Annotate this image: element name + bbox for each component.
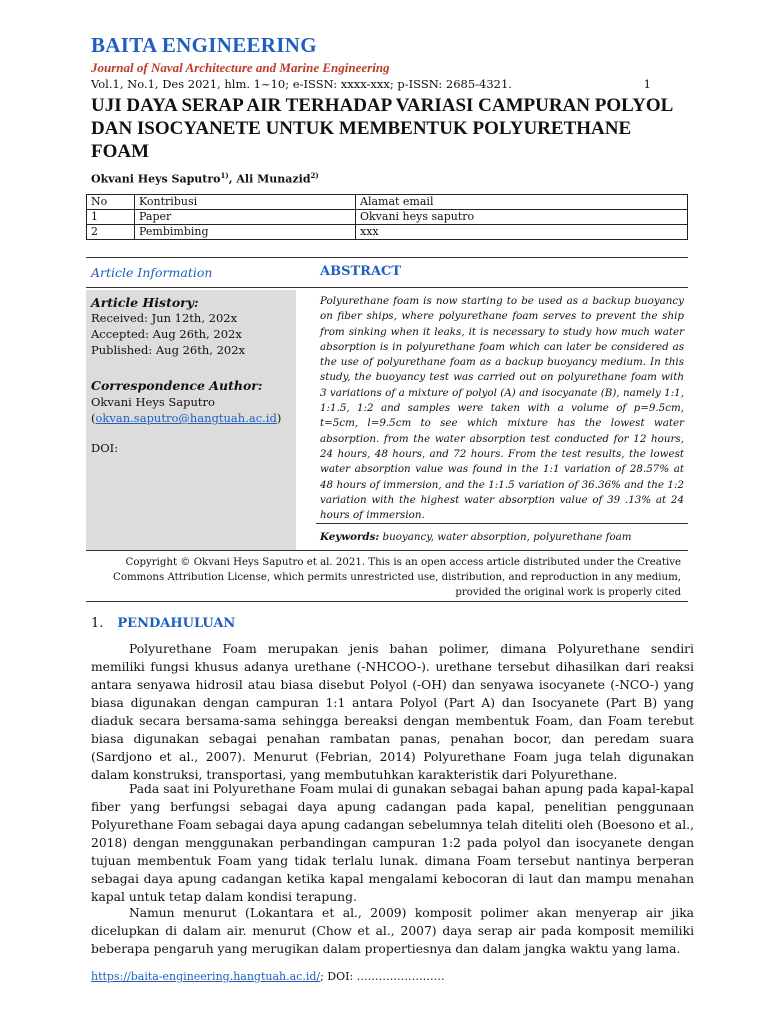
paragraph-1 (91, 640, 694, 784)
keywords (320, 531, 632, 543)
published-date: Published: Aug 26th, 202x (91, 343, 246, 357)
page-number: 1 (643, 77, 651, 91)
correspondence-name: Okvani Heys Saputro (91, 395, 215, 409)
article-history-heading: Article History: (91, 295, 199, 310)
accepted-date: Accepted: Aug 26th, 202x (91, 327, 242, 341)
footer-doi: ; DOI: …………………… (320, 970, 445, 983)
copyright-line: Commons Attribution License, which permits unrestricted use, distribution, and reproduction in any medium, (113, 572, 681, 583)
table-cell: 1 (87, 210, 135, 225)
contribution-table (86, 194, 688, 240)
paragraph-text: Pada saat ini Polyurethane Foam mulai di gunakan sebagai bahan apung pada kapal-kapal fiber yang berfungsi sebagai daya apung cadangan pada kapal, penelitian penggunaan Polyurethane Foam sebagai daya apung cadangan sebelumnya telah diteliti oleh (Boesono et al., 2018) dengan menggunakan perbandingan campuran 1:2 pada polyol dan isocyanete dengan tujuan membentuk Foam yang tidak terlalu lunak. dimana Foam tersebut nantinya berperan sebagai daya apung cadangan ketika kapal mengalami kebocoran di laut dan mampu menahan kapal untuk tetap dalam kondisi terapung. (91, 782, 694, 904)
paragraph-2 (91, 780, 694, 906)
table-cell: Pembimbing (135, 225, 356, 240)
table-header-cell: No (87, 195, 135, 210)
journal-subtitle: Journal of Naval Architecture and Marine Engineering (91, 60, 390, 75)
section-title: PENDAHULUAN (117, 616, 236, 631)
volume-line (91, 77, 651, 91)
footer (91, 970, 445, 983)
paragraph-3 (91, 904, 694, 958)
table-cell: Okvani heys saputro (356, 210, 688, 225)
correspondence-heading: Correspondence Author: (91, 378, 263, 393)
divider (86, 287, 688, 288)
paragraph-text: Polyurethane Foam merupakan jenis bahan polimer, dimana Polyurethane sendiri memiliki fungsi khusus adanya urethane (-NHCOO-). urethane tersebut dihasilkan dari reaksi antara senyawa hidrosil atau biasa disebut Polyol (-OH) dan senyawa isocyanete (-NCO-) yang biasa digunakan dengan campuran 1:1 antara Polyol (Part A) dan Isocyanete (Part B) yang diaduk secara bersama-sama sehingga bereaksi dengan membentuk Foam, dan Foam terebut biasa digunakan sebagai penahan rambatan panas, penahan bocor, dan peredam suara (Sardjono et al., 2007). Menurut (Febrian, 2014) Polyurethane Foam juga telah digunakan dalam konstruksi, transportasi, yang membutuhkan karakteristik dari Polyurethane. (91, 642, 694, 782)
table-row (87, 225, 688, 240)
keywords-label: Keywords: (320, 531, 380, 543)
author-1: Okvani Heys Saputro (91, 172, 221, 186)
section-heading (91, 616, 235, 631)
doi-label: DOI: (91, 441, 119, 455)
table-row (87, 210, 688, 225)
section-number: 1. (91, 616, 104, 631)
copyright-notice (100, 555, 681, 600)
journal-name: BAITA ENGINEERING (91, 33, 317, 57)
copyright-line: provided the original work is properly cited (455, 587, 681, 598)
table-header-row (87, 195, 688, 210)
author-separator: , (228, 172, 237, 186)
author-2: Ali Munazid (236, 172, 311, 186)
keywords-list: buoyancy, water absorption, polyurethane foam (379, 531, 632, 543)
divider (86, 601, 688, 602)
copyright-line: Copyright © Okvani Heys Saputro et al. 2021. This is an open access article distributed under the Creative (125, 557, 681, 568)
table-cell: 2 (87, 225, 135, 240)
received-date: Received: Jun 12th, 202x (91, 311, 238, 325)
table-header-cell: Kontribusi (135, 195, 356, 210)
correspondence-email-line (91, 410, 281, 426)
article-info-label: Article Information (91, 265, 213, 280)
abstract-text: Polyurethane foam is now starting to be used as a backup buoyancy on fiber ships, where polyurethane foam serves to prevent the ship from sinking when it leaks, it is necessary to study how much water absorption is in polyurethane foam which can later be considered as the use of polyurethane foam as a backup buoyancy medium. In this study, the buoyancy test was carried out on polyurethane foam with 3 variations of a mixture of polyol (A) and isocyanate (B), namely 1:1, 1:1.5, 1:2 and samples were taken with a volume of p=9.5cm, t=5cm, l=9.5cm to see which mixture has the lowest water absorption. from the water absorption test conducted for 12 hours, 24 hours, 48 hours, and 72 hours. From the test results, the lowest water absorption value was found in the 1:1 variation of 28.57% at 48 hours of immersion, and the 1:1.5 variation of 36.36% and the 1:2 variation with the highest water absorption value of 39 .13% at 24 hours of immersion. (320, 295, 684, 522)
divider (316, 523, 688, 524)
table-cell: xxx (356, 225, 688, 240)
journal-url-link[interactable]: https://baita-engineering.hangtuah.ac.id/ (91, 970, 321, 983)
table-cell: Paper (135, 210, 356, 225)
history-dates (91, 310, 245, 358)
volume-info: Vol.1, No.1, Des 2021, hlm. 1~10; e-ISSN: xxxx-xxx; p-ISSN: 2685-4321. (91, 77, 512, 91)
correspondence-email-link[interactable]: okvan.saputro@hangtuah.ac.id (95, 411, 277, 425)
divider (86, 257, 688, 258)
authors (91, 171, 319, 186)
paren-open: ( (91, 411, 96, 425)
table-header-cell: Alamat email (356, 195, 688, 210)
correspondence-info (91, 394, 281, 426)
author-2-affil: 2) (310, 171, 319, 180)
paper-title: UJI DAYA SERAP AIR TERHADAP VARIASI CAMPURAN POLYOL DAN ISOCYANETE UNTUK MEMBENTUK POLYURETHANE FOAM (91, 95, 673, 162)
divider (86, 550, 688, 551)
paragraph-text: Namun menurut (Lokantara et al., 2009) komposit polimer akan menyerap air jika dicelupkan di dalam air. menurut (Chow et al., 2007) daya serap air pada komposit memiliki beberapa pengaruh yang merugikan dalam propertiesnya dan dalam jangka waktu yang lama. (91, 906, 694, 956)
author-1-affil: 1) (220, 171, 229, 180)
abstract-heading: ABSTRACT (320, 264, 402, 279)
paren-close: ) (276, 411, 282, 425)
